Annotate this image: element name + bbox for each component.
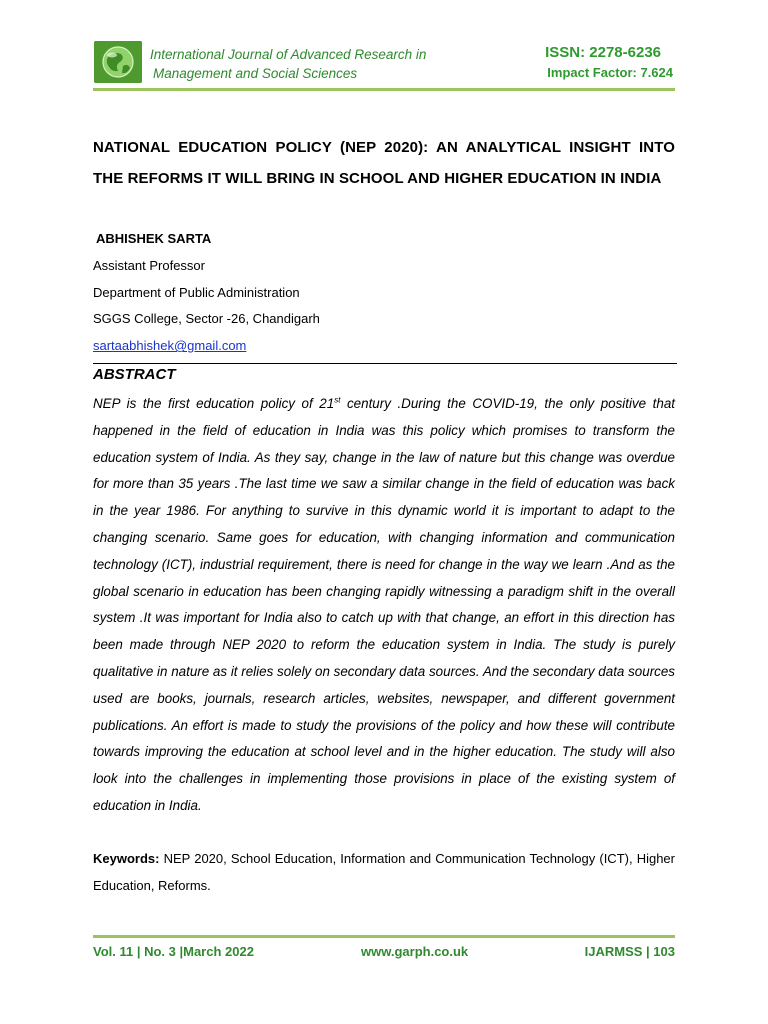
author-department: Department of Public Administration xyxy=(93,284,300,300)
footer-divider xyxy=(93,935,675,938)
issn-label: ISSN: 2278-6236 xyxy=(545,44,661,61)
author-block xyxy=(93,226,320,360)
abstract-text-rest: century .During the COVID-19, the only positive that happened in the field of education in India was this policy which promises to transform the education system of India. As they say, change in the law of nature but this change was overdue for more than 35 years .The last time we saw a similar change in the field of education was back in the year 1986. For anything to survive in this dynamic world it is important to adapt to the changing scenario. Same goes for education, with changing information and communication technology (ICT), industrial requirement, there is need for change in the way we learn .And as the global scenario in education has been changing rapidly witnessing a paradigm shift in the overall system .It was important for India also to catch up with that change, an effort in this direction has been made through NEP 2020 to reform the education system in India. The study is purely qualitative in nature as it relies solely on secondary data sources. And the secondary data sources used are books, journals, research articles, websites, newspaper, and different government publications. An effort is made to study the provisions of the policy and how these will contribute towards improving the education at school level and in the higher education. The study will also look into the challenges in implementing those provisions in place of the existing system of education in India. xyxy=(93,396,675,813)
footer-website-link[interactable]: www.garph.co.uk xyxy=(361,944,469,959)
keywords-label: Keywords: xyxy=(93,851,160,866)
paper-title: NATIONAL EDUCATION POLICY (NEP 2020): AN ANALYTICAL INSIGHT INTO THE REFORMS IT WILL BRING IN SCHOOL AND HIGHER EDUCATION IN INDIA xyxy=(93,139,675,187)
globe-logo-icon xyxy=(94,41,142,83)
keywords-text: NEP 2020, School Education, Information and Communication Technology (ICT), Higher Education, Reforms. xyxy=(93,851,675,893)
footer-page-number: IJARMSS | 103 xyxy=(584,944,675,959)
abstract-text-start: NEP is the first education policy of 21 xyxy=(93,396,335,411)
abstract-text xyxy=(93,391,675,820)
journal-name-line2: Management and Social Sciences xyxy=(153,66,358,81)
journal-name-line1: International Journal of Advanced Research in xyxy=(150,47,427,62)
author-position: Assistant Professor xyxy=(93,257,205,273)
footer-volume: Vol. 11 | No. 3 |March 2022 xyxy=(93,944,254,959)
author-name: ABHISHEK SARTA xyxy=(96,231,212,246)
abstract-divider xyxy=(93,363,677,364)
journal-name xyxy=(150,45,426,83)
author-email-link[interactable]: sartaabhishek@gmail.com xyxy=(93,338,247,354)
header-divider xyxy=(93,88,675,91)
keywords xyxy=(93,846,675,900)
ordinal-superscript: st xyxy=(334,395,341,405)
author-college: SGGS College, Sector -26, Chandigarh xyxy=(93,311,320,327)
abstract-heading: ABSTRACT xyxy=(93,366,176,383)
impact-factor-label: Impact Factor: 7.624 xyxy=(547,65,673,80)
